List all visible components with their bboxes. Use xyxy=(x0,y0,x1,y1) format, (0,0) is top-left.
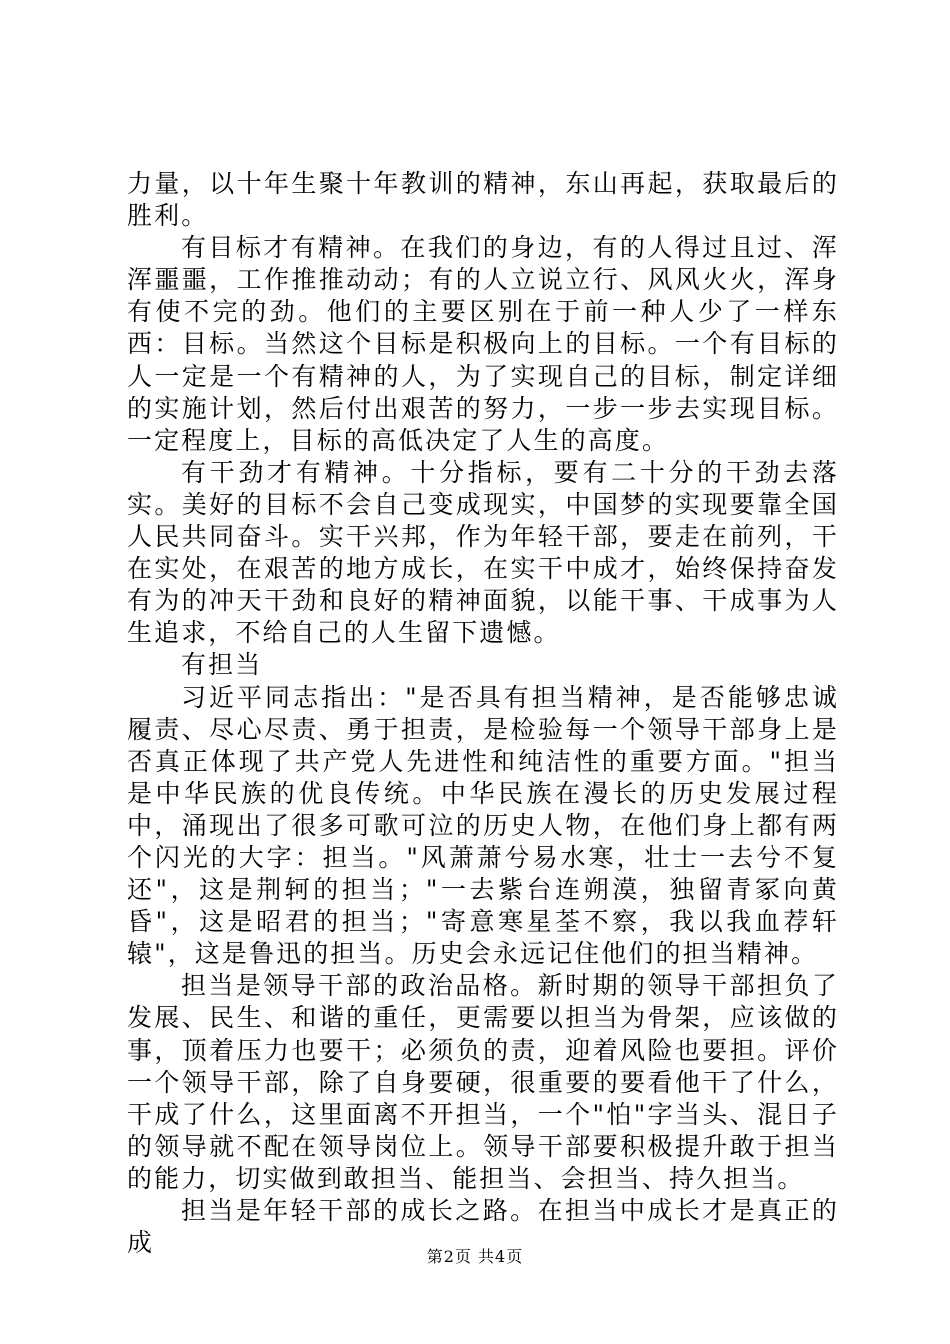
section-heading-responsibility: 有担当 xyxy=(181,650,263,680)
page-number-label: 第2页 共4页 xyxy=(426,1247,524,1266)
paragraph-political-character: 担当是领导干部的政治品格。新时期的领导干部担负了发展、民生、和谐的重任，更需要以担当为骨架，应该做的事，顶着压力也要干；必须负的责，迎着风险也要担。评价一个领导干部，除了自身要硬，很重要的要看他干了什么，干成了什么，这里面离不开担当，一个"怕"字当头、混日子的领导就不配在领导岗位上。领导干部要积极提升敢于担当的能力，切实做到敢担当、能担当、会担当、持久担当。 xyxy=(127,971,839,1193)
paragraph-continuation: 力量，以十年生聚十年教训的精神，东山再起，获取最后的胜利。 xyxy=(127,169,839,231)
paragraph-drive: 有干劲才有精神。十分指标，要有二十分的干劲去落实。美好的目标不会自己变成现实，中国梦的实现要靠全国人民共同奋斗。实干兴邦，作为年轻干部，要走在前列，干在实处，在艰苦的地方成长，在实干中成才，始终保持奋发有为的冲天干劲和良好的精神面貌，以能干事、干成事为人生追求，不给自己的人生留下遗憾。 xyxy=(127,457,839,648)
paragraph-quote: 习近平同志指出："是否具有担当精神，是否能够忠诚履责、尽心尽责、勇于担责，是检验每一个领导干部身上是否真正体现了共产党人先进性和纯洁性的重要方面。"担当是中华民族的优良传统。中华民族在漫长的历史发展过程中，涌现出了很多可歌可泣的历史人物，在他们身上都有两个闪光的大字：担当。"风萧萧兮易水寒，壮士一去兮不复还"，这是荆轲的担当；"一去紫台连朔漠，独留青冢向黄昏"，这是昭君的担当；"寄意寒星荃不察，我以我血荐轩辕"，这是鲁迅的担当。历史会永远记住他们的担当精神。 xyxy=(127,682,839,969)
document-body xyxy=(127,168,839,1259)
paragraph-growth-path: 担当是年轻干部的成长之路。在担当中成长才是真正的成 xyxy=(127,1196,839,1258)
paragraph-goal: 有目标才有精神。在我们的身边，有的人得过且过、浑浑噩噩，工作推推动动；有的人立说立行、风风火火，浑身有使不完的劲。他们的主要区别在于前一种人少了一样东西：目标。当然这个目标是积极向上的目标。一个有目标的人一定是一个有精神的人，为了实现自己的目标，制定详细的实施计划，然后付出艰苦的努力，一步一步去实现目标。一定程度上，目标的高低决定了人生的高度。 xyxy=(127,233,839,455)
page-footer xyxy=(0,1244,950,1267)
